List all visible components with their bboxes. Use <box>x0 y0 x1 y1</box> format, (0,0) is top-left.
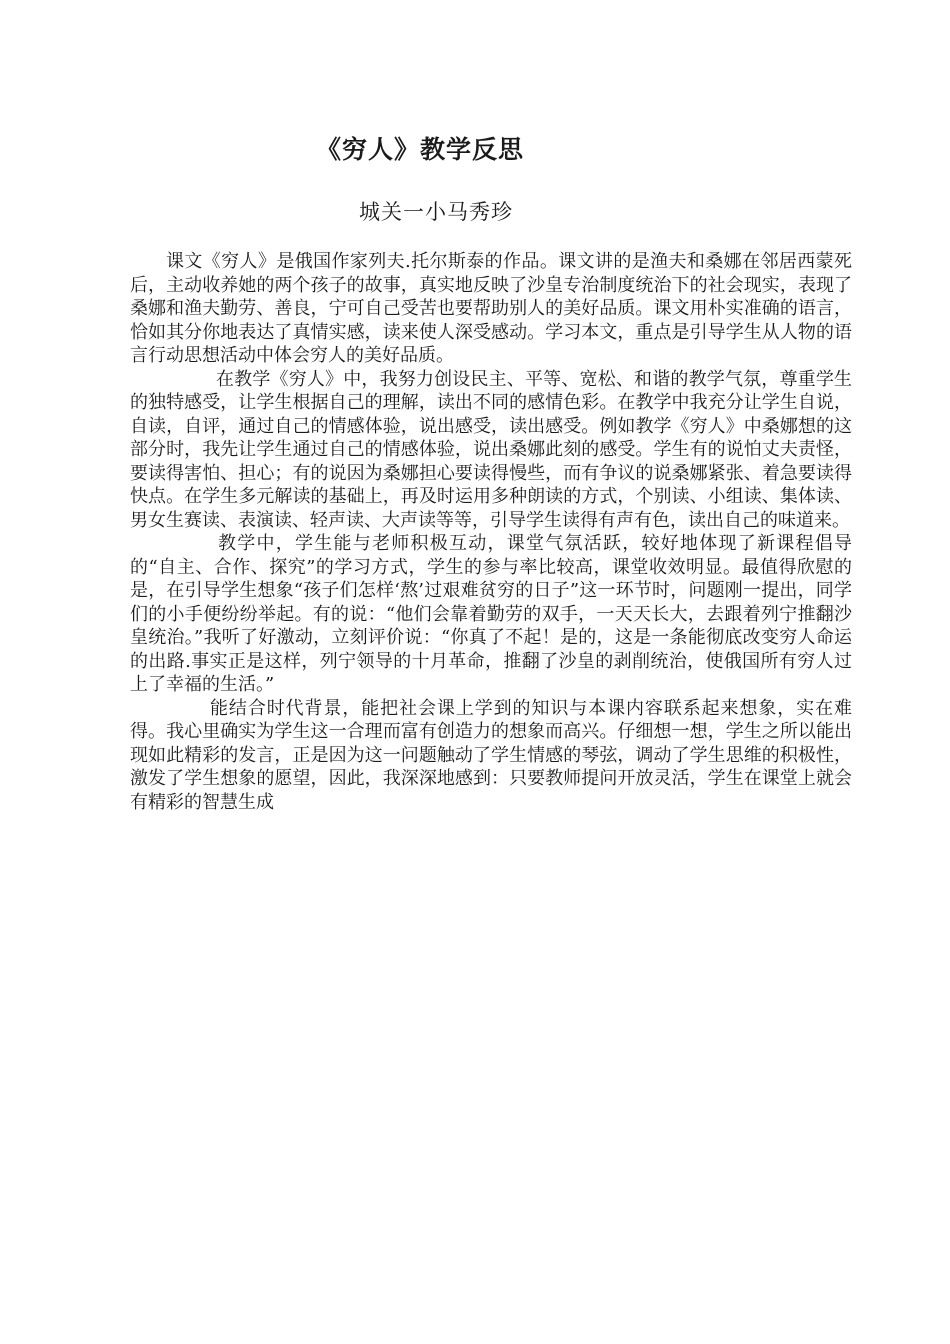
document-title: 《穷人》教学反思 <box>315 135 524 164</box>
paragraph-reflection: 能结合时代背景，能把社会课上学到的知识与本课内容联系起来想象，实在难得。我心里确实为学生这一合理而富有创造力的想象而高兴。仔细想一想，学生之所以能出现如此精彩的发言，正是因为这一问题触动了学生情感的琴弦，调动了学生思维的积极性，激发了学生想象的愿望，因此，我深深地感到：只要教师提问开放灵活，学生在课堂上就会有精彩的智慧生成 <box>130 697 852 813</box>
paragraph-intro: 课文《穷人》是俄国作家列夫.托尔斯泰的作品。课文讲的是渔夫和桑娜在邻居西蒙死后，主动收养她的两个孩子的故事，真实地反映了沙皇专治制度统治下的社会现实，表现了桑娜和渔夫勤劳、善良，宁可自己受苦也要帮助别人的美好品质。课文用朴实准确的语言，恰如其分你地表达了真情实感，读来使人深受感动。学习本文，重点是引导学生从人物的语言行动思想活动中体会穷人的美好品质。 <box>130 251 852 366</box>
document-body <box>130 250 852 814</box>
paragraph-classroom-interaction: 教学中，学生能与老师积极互动，课堂气氛活跃，较好地体现了新课程倡导的“自主、合作、探究”的学习方式，学生的参与率比较高，课堂收效明显。最值得欣慰的是，在引导学生想象“孩子们怎样‘熬’过艰难贫穷的日子”这一环节时，问题刚一提出，同学们的小手便纷纷举起。有的说：“他们会靠着勤劳的双手，一天天长大，去跟着列宁推翻沙皇统治。”我听了好激动，立刻评价说：“你真了不起！是的，这是一条能彻底改变穷人命运的出路.事实正是这样，列宁领导的十月革命，推翻了沙皇的剥削统治，使俄国所有穷人过上了幸福的生活。” <box>130 533 852 695</box>
document-author: 城关一小马秀珍 <box>359 200 513 224</box>
paragraph-teaching-approach: 在教学《穷人》中，我努力创设民主、平等、宽松、和谐的教学气氛，尊重学生的独特感受，让学生根据自己的理解，读出不同的感情色彩。在教学中我充分让学生自说，自读，自评，通过自己的情感体验，说出感受，读出感受。例如教学《穷人》中桑娜想的这部分时，我先让学生通过自己的情感体验，说出桑娜此刻的感受。学生有的说怕丈夫责怪，要读得害怕、担心；有的说因为桑娜担心要读得慢些，而有争议的说桑娜紧张、着急要读得快点。在学生多元解读的基础上，再及时运用多种朗读的方式，个别读、小组读、集体读、男女生赛读、表演读、轻声读、大声读等等，引导学生读得有声有色，读出自己的味道来。 <box>130 368 852 531</box>
